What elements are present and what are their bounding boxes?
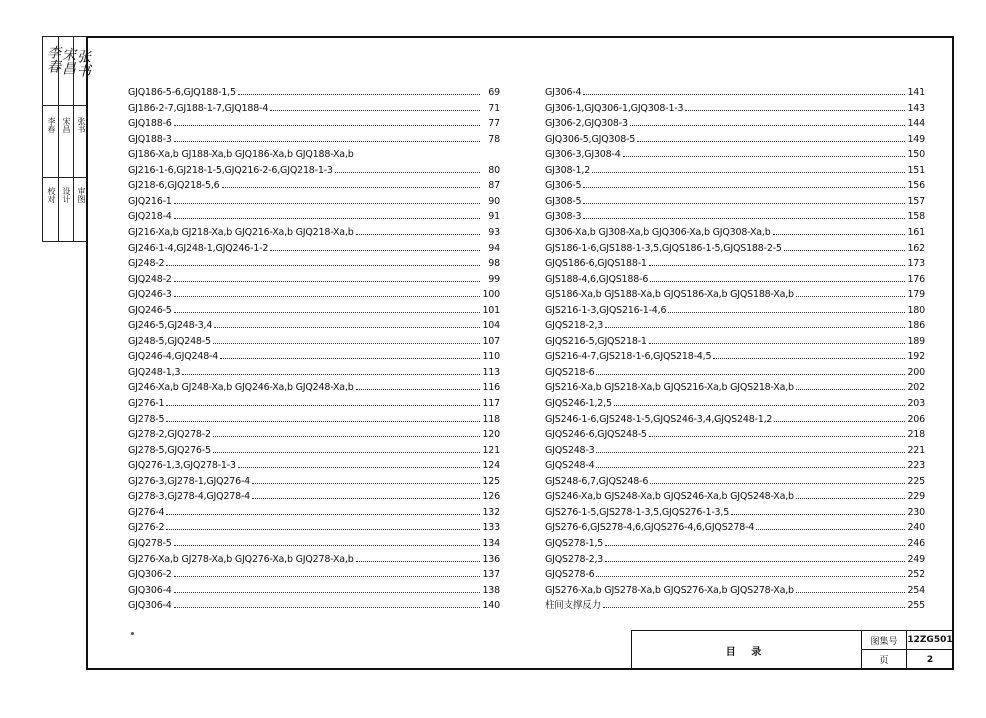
toc-leader-dots [596,467,905,468]
toc-entry-page: 78 [488,133,500,145]
toc-entry-label: GJ306-4 [545,87,582,98]
toc-entry-page: 91 [488,211,500,223]
toc-leader-dots [252,498,480,499]
toc-leader-dots [637,141,905,142]
toc-entry-page: 225 [907,475,925,487]
toc-leader-dots [166,265,480,266]
toc-leader-dots [166,514,480,515]
toc-entry[interactable] [128,317,500,331]
title-block [631,630,954,670]
toc-entry-label: GJ306-Xa,b GJ308-Xa,b GJQ306-Xa,b GJQ308-Xa,b [545,226,771,238]
toc-entry-page: 151 [907,164,925,176]
toc-entry-label: GJQ248-1,3 [128,366,181,378]
name-label: 张书 [77,117,86,133]
toc-entry-page: 200 [907,366,925,378]
toc-entry[interactable] [128,379,500,393]
toc-entry-label: GJQS248-4 [545,460,595,472]
toc-entry[interactable] [128,535,500,549]
page-title: 目 录 [632,631,862,669]
toc-entry-label: GJS216-4-7,GJS218-1-6,GJQS218-4,5 [545,351,712,363]
toc-entry[interactable] [545,488,925,502]
atlas-number: 12ZG501 [907,631,953,650]
toc-entry[interactable] [545,379,925,393]
toc-leader-dots [583,94,905,95]
role-label: 审图 [77,187,86,203]
toc-entry[interactable] [545,255,925,269]
toc-entry[interactable] [128,395,500,409]
divider [43,105,87,106]
toc-entry[interactable] [128,519,500,533]
toc-leader-dots [649,265,905,266]
toc-entry[interactable] [545,582,925,596]
toc-entry-page: 93 [488,226,500,238]
toc-leader-dots [774,421,905,422]
toc-entry[interactable] [545,240,925,254]
toc-entry-label: GJQS186-6,GJQS188-1 [545,258,647,270]
toc-leader-dots [174,592,480,593]
toc-leader-dots [649,436,905,437]
toc-entry-page: 117 [482,398,500,409]
toc-entry-label: GJS246-1-6,GJS248-1-5,GJQS246-3,4,GJQS248-1,2 [545,413,773,425]
toc-entry-label: GJ308-1,2 [545,164,591,176]
toc-entry-label: GJS276-6,GJS278-4,6,GJQS276-4,6,GJQS278-4 [545,522,755,534]
toc-entry-label: GJ276-4 [128,506,165,518]
toc-leader-dots [174,296,480,297]
toc-leader-dots [220,358,480,359]
toc-entry-page: 157 [907,195,925,207]
toc-entry-page: 98 [488,258,500,270]
toc-entry-label: GJQ306-2 [128,569,172,581]
toc-entry-page: 252 [907,569,925,581]
toc-entry-label: GJ186-Xa,b GJ188-Xa,b GJQ186-Xa,b GJQ188-Xa,b [128,149,354,161]
toc-leader-dots [252,483,480,484]
toc-entry[interactable] [128,473,500,487]
toc-entry[interactable] [128,193,500,207]
toc-entry-label: GJS188-4,6,GJQS188-6 [545,273,649,285]
toc-entry[interactable] [128,208,500,222]
toc-leader-dots [238,467,480,468]
toc-entry[interactable] [545,426,925,440]
toc-entry[interactable] [545,333,925,347]
toc-entry-label: GJQ246-5 [128,304,172,316]
toc-entry-label: 柱间支撑反力 [545,600,601,612]
toc-leader-dots [174,218,480,219]
toc-leader-dots [214,327,480,328]
toc-leader-dots [713,358,905,359]
toc-entry-label: GJ248-5,GJQ248-5 [128,335,211,347]
toc-entry-page: 173 [907,258,925,270]
toc-entry-page: 218 [907,429,925,441]
toc-entry[interactable] [545,442,925,456]
toc-entry[interactable] [545,519,925,533]
signature-handwritten: 李春 [45,45,61,73]
toc-entry-label: GJ246-1-4,GJ248-1,GJQ246-1-2 [128,242,269,254]
toc-entry-label: GJQ276-1,3,GJQ278-1-3 [128,460,236,472]
toc-entry[interactable] [128,364,500,378]
toc-entry[interactable] [545,100,925,114]
toc-entry[interactable] [128,333,500,347]
toc-entry[interactable] [128,582,500,596]
toc-entry-page: 156 [907,180,925,192]
toc-entry-label: GJ308-3 [545,211,582,223]
toc-leader-dots [166,421,480,422]
toc-entry-page: 134 [482,537,500,549]
toc-entry-label: GJQ246-3 [128,289,172,301]
toc-leader-dots [174,281,480,282]
toc-leader-dots [605,561,905,562]
toc-entry-label: GJQ306-4 [128,600,172,612]
toc-entry[interactable] [545,115,925,129]
toc-entry-page: 246 [907,537,925,549]
toc-entry[interactable] [545,473,925,487]
toc-entry[interactable] [545,208,925,222]
toc-entry-page: 136 [482,553,500,565]
role-label: 校对 [47,187,56,203]
toc-entry-label: GJS276-1-5,GJS278-1-3,5,GJQS276-1-3,5 [545,506,730,518]
toc-entry-label: GJQS246-1,2,5 [545,398,612,409]
toc-leader-dots [583,218,905,219]
toc-entry-label: GJ278-5,GJQ276-5 [128,444,211,456]
toc-entry-page: 206 [907,413,925,425]
toc-entry[interactable] [128,442,500,456]
signature-handwritten: 张书 [75,49,91,77]
toc-entry-label: GJQ188-3 [128,133,172,145]
divider [43,177,87,178]
toc-entry-label: GJ306-1,GJQ306-1,GJQ308-1-3 [545,102,684,114]
toc-leader-dots [796,498,905,499]
toc-leader-dots [356,561,480,562]
toc-leader-dots [603,607,905,608]
toc-entry-label: GJ278-3,GJ278-4,GJQ278-4 [128,491,251,503]
toc-entry[interactable] [128,146,500,160]
toc-entry[interactable] [128,411,500,425]
toc-entry-page: 143 [907,102,925,114]
toc-entry-page: 192 [907,351,925,363]
toc-entry[interactable] [128,240,500,254]
toc-entry-page: 141 [907,87,925,98]
toc-entry-page: 189 [907,335,925,347]
toc-leader-dots [650,281,905,282]
toc-entry[interactable] [128,255,500,269]
toc-leader-dots [592,172,905,173]
toc-leader-dots [796,389,905,390]
toc-entry-page: 69 [488,87,500,98]
toc-entry[interactable] [128,177,500,191]
toc-leader-dots [166,405,480,406]
toc-entry-label: GJS186-1-6,GJS188-1-3,5,GJQS186-1-5,GJQS188-2-5 [545,242,782,254]
toc-entry[interactable] [545,411,925,425]
toc-leader-dots [596,576,905,577]
toc-entry-label: GJQ216-1 [128,195,172,207]
signature-block [42,36,91,242]
toc-entry-page: 133 [482,522,500,534]
name-label: 宋昌 [62,117,71,133]
toc-entry-label: GJQ246-4,GJQ248-4 [128,351,219,363]
toc-entry-label: GJQS218-2,3 [545,320,604,332]
toc-leader-dots [614,405,905,406]
toc-entry-label: GJ216-Xa,b GJ218-Xa,b GJQ216-Xa,b GJQ218-Xa,b [128,226,354,238]
toc-entry-page: 104 [482,320,500,332]
toc-entry[interactable] [128,551,500,565]
toc-entry[interactable] [545,566,925,580]
toc-entry-page: 161 [907,226,925,238]
toc-leader-dots [356,389,480,390]
toc-entry-page: 221 [907,444,925,456]
toc-entry[interactable] [545,535,925,549]
toc-entry-page: 144 [907,118,925,130]
toc-entry[interactable] [545,286,925,300]
toc-entry[interactable] [128,162,500,176]
toc-leader-dots [756,529,905,530]
toc-entry[interactable] [128,100,500,114]
toc-entry[interactable] [128,286,500,300]
toc-entry-label: GJ306-5 [545,180,582,192]
toc-entry-label: GJS216-1-3,GJQS216-1-4,6 [545,304,667,316]
toc-entry[interactable] [545,317,925,331]
toc-entry-page: 249 [907,553,925,565]
toc-entry-label: GJQ306-4 [128,584,172,596]
toc-leader-dots [731,514,905,515]
page-label: 页 [862,650,907,669]
toc-entry[interactable] [545,131,925,145]
toc-entry-page: 80 [488,164,500,176]
toc-entry-page: 230 [907,506,925,518]
toc-entry[interactable] [545,504,925,518]
toc-leader-dots [174,125,480,126]
toc-entry-label: GJS276-Xa,b GJS278-Xa,b GJQS276-Xa,b GJQS278-Xa,b [545,584,794,596]
toc-leader-dots [356,234,480,235]
toc-entry[interactable] [545,348,925,362]
toc-entry[interactable] [545,177,925,191]
toc-entry-page: 202 [907,382,925,394]
toc-leader-dots [222,187,481,188]
toc-entry-label: GJQ218-4 [128,211,172,223]
toc-leader-dots [596,452,905,453]
toc-entry-label: GJS248-6,7,GJQS248-6 [545,475,649,487]
toc-entry-page: 124 [482,460,500,472]
toc-entry-page: 71 [488,102,500,114]
toc-entry[interactable] [545,271,925,285]
toc-leader-dots [174,312,480,313]
toc-entry-label: GJS216-Xa,b GJS218-Xa,b GJQS216-Xa,b GJQS218-Xa,b [545,382,794,394]
toc-entry-page: 203 [907,398,925,409]
toc-entry-label: GJQS246-6,GJQS248-5 [545,429,647,441]
toc-entry-page: 87 [488,180,500,192]
toc-entry-page: 186 [907,320,925,332]
toc-leader-dots [174,607,480,608]
toc-entry[interactable] [128,271,500,285]
toc-entry-label: GJS246-Xa,b GJS248-Xa,b GJQS246-Xa,b GJQS248-Xa,b [545,491,794,503]
toc-entry-page: 176 [907,273,925,285]
toc-entry-page: 140 [482,600,500,612]
toc-entry-page: 138 [482,584,500,596]
toc-leader-dots [335,172,480,173]
toc-leader-dots [213,343,480,344]
toc-entry-page: 94 [488,242,500,254]
toc-leader-dots [174,203,480,204]
toc-entry-page: 110 [482,351,500,363]
toc-leader-dots [796,592,905,593]
signature-handwritten: 宋昌 [60,47,76,75]
toc-entry-page: 179 [907,289,925,301]
toc-leader-dots [685,110,905,111]
toc-entry-label: GJ216-1-6,GJ218-1-5,GJQ216-2-6,GJQ218-1-3 [128,164,333,176]
toc-entry-label: GJ276-3,GJ278-1,GJQ276-4 [128,475,251,487]
toc-entry[interactable] [545,597,925,611]
toc-entry-page: 99 [488,273,500,285]
toc-entry-label: GJ186-2-7,GJ188-1-7,GJQ188-4 [128,102,269,114]
toc-entry[interactable] [128,348,500,362]
toc-entry-page: 137 [482,569,500,581]
toc-entry-label: GJ218-6,GJQ218-5,6 [128,180,220,192]
toc-leader-dots [623,156,905,157]
toc-entry-page: 180 [907,304,925,316]
toc-leader-dots [605,327,905,328]
toc-entry-label: GJQS278-6 [545,569,595,581]
toc-entry-page: 150 [907,149,925,161]
role-label: 设计 [62,187,71,203]
toc-leader-dots [270,250,480,251]
toc-leader-dots [796,296,905,297]
toc-entry-label: GJQ278-5 [128,537,172,549]
toc-entry-label: GJ246-Xa,b GJ248-Xa,b GJQ246-Xa,b GJQ248-Xa,b [128,382,354,394]
toc-entry-page: 240 [907,522,925,534]
toc-entry-page: 107 [482,335,500,347]
toc-entry-page: 149 [907,133,925,145]
toc-entry[interactable] [545,193,925,207]
toc-entry[interactable] [128,488,500,502]
toc-leader-dots [668,312,905,313]
toc-entry-page: 125 [482,475,500,487]
toc-entry[interactable] [128,426,500,440]
mark-dot [131,632,134,635]
name-label: 李春 [47,117,56,133]
toc-leader-dots [174,545,480,546]
toc-entry-label: GJQ306-5,GJQ308-5 [545,133,636,145]
toc-leader-dots [596,374,905,375]
toc-entry-label: GJ308-5 [545,195,582,207]
toc-entry-page: 132 [482,506,500,518]
toc-entry-label: GJ306-2,GJQ308-3 [545,118,628,130]
toc-entry-label: GJ278-5 [128,413,165,425]
toc-leader-dots [174,576,480,577]
toc-leader-dots [213,436,480,437]
toc-entry-label: GJ276-1 [128,398,165,409]
toc-leader-dots [238,94,480,95]
toc-entry[interactable] [545,146,925,160]
toc-leader-dots [213,452,480,453]
toc-entry[interactable] [545,84,925,98]
toc-entry[interactable] [128,566,500,580]
toc-entry-page: 120 [482,429,500,441]
toc-entry-page: 116 [482,382,500,394]
toc-leader-dots [166,529,480,530]
toc-entry-page: 126 [482,491,500,503]
toc-leader-dots [649,343,905,344]
toc-entry[interactable] [545,551,925,565]
toc-entry-label: GJQ186-5-6,GJQ188-1,5 [128,87,236,98]
toc-entry-label: GJQS218-6 [545,366,595,378]
toc-entry-page: 255 [907,600,925,612]
toc-entry-page: 229 [907,491,925,503]
toc-entry-page: 100 [482,289,500,301]
toc-leader-dots [630,125,905,126]
toc-entry-label: GJ306-3,GJ308-4 [545,149,621,161]
toc-entry-label: GJ276-Xa,b GJ278-Xa,b GJQ276-Xa,b GJQ278-Xa,b [128,553,354,565]
page-number: 2 [926,654,934,665]
toc-entry-page: 118 [482,413,500,425]
toc-entry-label: GJ278-2,GJQ278-2 [128,429,211,441]
toc-entry-label: GJ276-2 [128,522,165,534]
toc-entry-label: GJS186-Xa,b GJS188-Xa,b GJQS186-Xa,b GJQS188-Xa,b [545,289,794,301]
toc-entry-label: GJQS248-3 [545,444,595,456]
toc-entry-page: 223 [907,460,925,472]
toc-entry-label: GJQS216-5,GJQS218-1 [545,335,647,347]
toc-leader-dots [174,141,480,142]
toc-leader-dots [773,234,905,235]
toc-entry[interactable] [545,364,925,378]
toc-entry-label: GJ246-5,GJ248-3,4 [128,320,213,332]
toc-leader-dots [583,187,905,188]
toc-entry[interactable] [128,302,500,316]
toc-entry[interactable] [545,395,925,409]
toc-entry[interactable] [128,131,500,145]
toc-entry-label: GJ248-2 [128,258,165,270]
toc-entry[interactable] [545,302,925,316]
toc-leader-dots [650,483,905,484]
toc-entry[interactable] [128,224,500,238]
toc-entry-page: 121 [482,444,500,456]
toc-entry-label: GJQS278-2,3 [545,553,604,565]
toc-entry-label: GJQ188-6 [128,118,172,130]
toc-entry[interactable] [128,457,500,471]
toc-entry-label: GJQS278-1,5 [545,537,604,549]
toc-entry[interactable] [545,162,925,176]
toc-entry-page: 101 [482,304,500,316]
toc-entry-label: GJQ248-2 [128,273,172,285]
toc-entry[interactable] [545,224,925,238]
toc-entry-page: 158 [907,211,925,223]
toc-leader-dots [583,203,905,204]
toc-entry-page: 113 [482,366,500,378]
toc-leader-dots [605,545,905,546]
toc-leader-dots [270,110,480,111]
toc-entry[interactable] [545,457,925,471]
atlas-label: 图集号 [862,631,907,650]
toc-entry-page: 162 [907,242,925,254]
toc-leader-dots [784,250,905,251]
toc-entry[interactable] [128,115,500,129]
toc-entry[interactable] [128,597,500,611]
toc-entry-page: 90 [488,195,500,207]
toc-entry[interactable] [128,504,500,518]
toc-entry[interactable] [128,84,500,98]
toc-entry-page: 254 [907,584,925,596]
toc-entry-page: 77 [488,118,500,130]
toc-leader-dots [182,374,480,375]
